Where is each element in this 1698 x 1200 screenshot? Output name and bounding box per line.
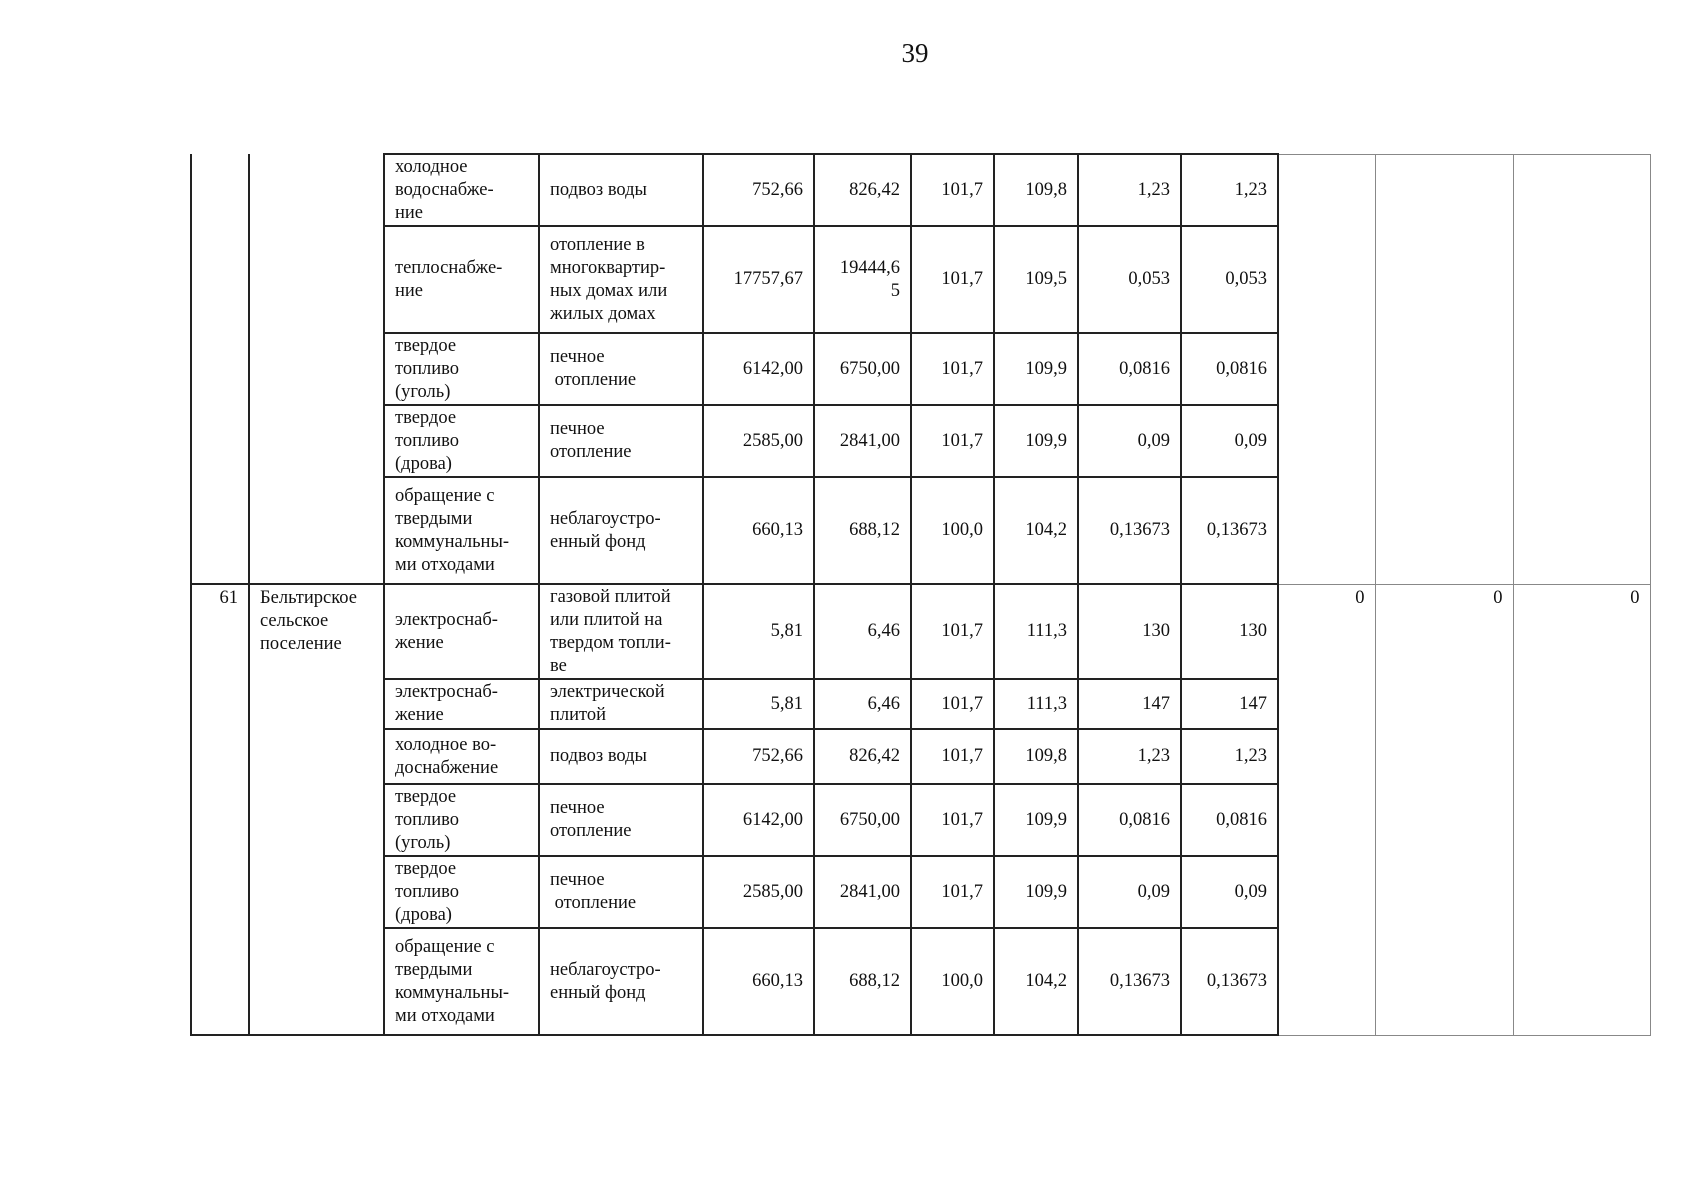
service-cell-line: обращение с	[395, 936, 495, 957]
value-cell: 17757,67	[703, 226, 814, 333]
purpose-cell	[539, 405, 703, 477]
value-cell: 826,42	[814, 729, 911, 784]
value-cell: 6142,00	[703, 784, 814, 856]
norm-cell: 0,13673	[1181, 928, 1278, 1035]
norm-cell: 0,053	[1181, 226, 1278, 333]
norm-cell: 0,0816	[1181, 333, 1278, 405]
service-cell-line: (дрова)	[395, 904, 452, 925]
percent-cell: 101,7	[911, 154, 994, 226]
norm-cell: 0,053	[1078, 226, 1181, 333]
purpose-cell-line: газовой плитой	[550, 586, 671, 607]
purpose-cell	[539, 477, 703, 584]
purpose-cell-line: ве	[550, 655, 567, 676]
number-cell: 61	[191, 584, 249, 1035]
service-cell-line: (уголь)	[395, 381, 451, 402]
service-cell-line: ние	[395, 280, 424, 301]
purpose-cell-line: твердом топли-	[550, 632, 671, 653]
service-cell-line: обращение с	[395, 485, 495, 506]
purpose-cell-line: ных домах или	[550, 280, 668, 301]
percent-cell: 109,9	[994, 784, 1078, 856]
purpose-cell-line: енный фонд	[550, 982, 646, 1003]
value-cell	[814, 226, 911, 333]
extra-cell	[1278, 154, 1375, 584]
value-cell: 6,46	[814, 679, 911, 729]
norm-cell: 1,23	[1181, 729, 1278, 784]
purpose-cell-line: или плитой на	[550, 609, 663, 630]
purpose-cell	[539, 584, 703, 679]
service-cell-line: водоснабже-	[395, 179, 494, 200]
purpose-cell-line: неблагоустро-	[550, 959, 661, 980]
service-cell-line: жение	[395, 705, 444, 725]
percent-cell: 104,2	[994, 477, 1078, 584]
norm-cell: 0,0816	[1181, 784, 1278, 856]
value-cell: 688,12	[814, 477, 911, 584]
purpose-cell	[539, 226, 703, 333]
extra-cell	[1375, 154, 1513, 584]
service-cell	[384, 154, 539, 226]
purpose-cell-line: отопление	[550, 442, 632, 462]
service-cell-line: (уголь)	[395, 832, 451, 853]
value-cell: 2841,00	[814, 405, 911, 477]
value-cell: 2585,00	[703, 856, 814, 928]
percent-cell: 101,7	[911, 226, 994, 333]
service-cell-line: топливо	[395, 430, 459, 451]
service-cell	[384, 333, 539, 405]
table-body	[191, 154, 1650, 1035]
service-cell-line: доснабжение	[395, 757, 499, 778]
value-cell: 826,42	[814, 154, 911, 226]
purpose-cell-line: печное	[550, 870, 605, 890]
service-cell-line: твердое	[395, 858, 457, 879]
service-cell-line: твердое	[395, 407, 457, 428]
percent-cell: 109,9	[994, 333, 1078, 405]
service-cell	[384, 226, 539, 333]
percent-cell: 101,7	[911, 333, 994, 405]
norm-cell: 147	[1181, 679, 1278, 729]
purpose-cell-line: электрической	[550, 682, 665, 702]
service-cell	[384, 856, 539, 928]
norm-cell: 1,23	[1078, 729, 1181, 784]
extra-cell: 0	[1375, 584, 1513, 1035]
norm-cell: 0,09	[1181, 405, 1278, 477]
norm-cell: 0,09	[1181, 856, 1278, 928]
purpose-cell-line: печное	[550, 347, 605, 367]
value-cell: 752,66	[703, 729, 814, 784]
page-number: 39	[901, 38, 929, 68]
value-cell-line: 19444,6	[839, 257, 900, 278]
service-cell-line: электроснаб-	[395, 609, 498, 630]
service-cell	[384, 584, 539, 679]
purpose-cell	[539, 856, 703, 928]
service-cell-line: топливо	[395, 881, 459, 902]
service-cell-line: коммунальны-	[395, 531, 510, 552]
extra-cell	[1513, 154, 1650, 584]
settlement-cell-line: поселение	[260, 634, 342, 654]
value-cell: 660,13	[703, 477, 814, 584]
norm-cell: 0,09	[1078, 856, 1181, 928]
percent-cell: 109,8	[994, 154, 1078, 226]
number-cell	[191, 154, 249, 584]
percent-cell: 109,5	[994, 226, 1078, 333]
purpose-cell	[539, 784, 703, 856]
purpose-cell-line: неблагоустро-	[550, 508, 661, 529]
purpose-cell	[539, 729, 703, 784]
norm-cell: 0,13673	[1078, 928, 1181, 1035]
norm-cell: 1,23	[1181, 154, 1278, 226]
settlement-cell	[249, 154, 384, 584]
norm-cell: 0,0816	[1078, 784, 1181, 856]
norm-cell: 0,09	[1078, 405, 1181, 477]
purpose-cell-line: печное	[550, 798, 605, 818]
extra-cell: 0	[1513, 584, 1650, 1035]
purpose-cell-line: плитой	[550, 705, 607, 725]
purpose-cell-line: енный фонд	[550, 531, 646, 552]
service-cell-line: ми отходами	[395, 554, 495, 575]
settlement-cell-line: Бельтирское	[260, 588, 357, 608]
service-cell-line: холодное во-	[395, 734, 497, 755]
service-cell	[384, 679, 539, 729]
percent-cell: 104,2	[994, 928, 1078, 1035]
settlement-cell-line: сельское	[260, 611, 329, 631]
purpose-cell-line: жилых домах	[550, 303, 656, 324]
norm-cell: 0,0816	[1078, 333, 1181, 405]
norm-cell: 130	[1181, 584, 1278, 679]
percent-cell: 101,7	[911, 784, 994, 856]
purpose-cell	[539, 679, 703, 729]
value-cell: 688,12	[814, 928, 911, 1035]
settlement-cell	[249, 584, 384, 1035]
norm-cell: 130	[1078, 584, 1181, 679]
percent-cell: 111,3	[994, 679, 1078, 729]
value-cell: 6750,00	[814, 333, 911, 405]
service-cell-line: топливо	[395, 809, 459, 830]
table-row	[191, 584, 1650, 679]
value-cell: 2841,00	[814, 856, 911, 928]
purpose-cell-line: отопление	[550, 893, 637, 913]
percent-cell: 100,0	[911, 477, 994, 584]
percent-cell: 101,7	[911, 729, 994, 784]
service-cell-line: электроснаб-	[395, 682, 498, 702]
percent-cell: 111,3	[994, 584, 1078, 679]
value-cell: 660,13	[703, 928, 814, 1035]
value-cell: 6,46	[814, 584, 911, 679]
value-cell: 752,66	[703, 154, 814, 226]
table-row	[191, 154, 1650, 226]
value-cell-line: 5	[890, 280, 900, 301]
value-cell: 6750,00	[814, 784, 911, 856]
value-cell: 5,81	[703, 679, 814, 729]
purpose-cell-line: отопление	[550, 821, 632, 841]
percent-cell: 109,9	[994, 405, 1078, 477]
service-cell	[384, 405, 539, 477]
percent-cell: 109,8	[994, 729, 1078, 784]
service-cell-line: твердое	[395, 335, 457, 356]
purpose-cell-line: отопление	[550, 370, 637, 390]
service-cell-line: теплоснабже-	[395, 257, 503, 278]
service-cell-line: холодное	[395, 156, 468, 177]
service-cell-line: ние	[395, 202, 424, 223]
purpose-cell-line: печное	[550, 419, 605, 439]
service-cell-line: коммунальны-	[395, 982, 510, 1003]
purpose-cell	[539, 928, 703, 1035]
extra-cell: 0	[1278, 584, 1375, 1035]
tariff-table	[190, 153, 1651, 1036]
norm-cell: 0,13673	[1078, 477, 1181, 584]
percent-cell: 101,7	[911, 584, 994, 679]
norm-cell: 147	[1078, 679, 1181, 729]
service-cell-line: жение	[395, 632, 444, 653]
percent-cell: 101,7	[911, 679, 994, 729]
service-cell	[384, 784, 539, 856]
service-cell-line: (дрова)	[395, 453, 452, 474]
percent-cell: 100,0	[911, 928, 994, 1035]
service-cell	[384, 729, 539, 784]
norm-cell: 0,13673	[1181, 477, 1278, 584]
service-cell-line: ми отходами	[395, 1005, 495, 1026]
value-cell: 2585,00	[703, 405, 814, 477]
purpose-cell-line: подвоз воды	[550, 179, 647, 200]
service-cell-line: топливо	[395, 358, 459, 379]
percent-cell: 109,9	[994, 856, 1078, 928]
purpose-cell	[539, 333, 703, 405]
percent-cell: 101,7	[911, 856, 994, 928]
purpose-cell-line: подвоз воды	[550, 746, 647, 766]
purpose-cell-line: многоквартир-	[550, 257, 666, 278]
purpose-cell	[539, 154, 703, 226]
service-cell-line: твердыми	[395, 959, 473, 980]
service-cell	[384, 928, 539, 1035]
percent-cell: 101,7	[911, 405, 994, 477]
purpose-cell-line: отопление в	[550, 234, 645, 255]
norm-cell: 1,23	[1078, 154, 1181, 226]
service-cell-line: твердое	[395, 786, 457, 807]
service-cell	[384, 477, 539, 584]
value-cell: 6142,00	[703, 333, 814, 405]
value-cell: 5,81	[703, 584, 814, 679]
service-cell-line: твердыми	[395, 508, 473, 529]
